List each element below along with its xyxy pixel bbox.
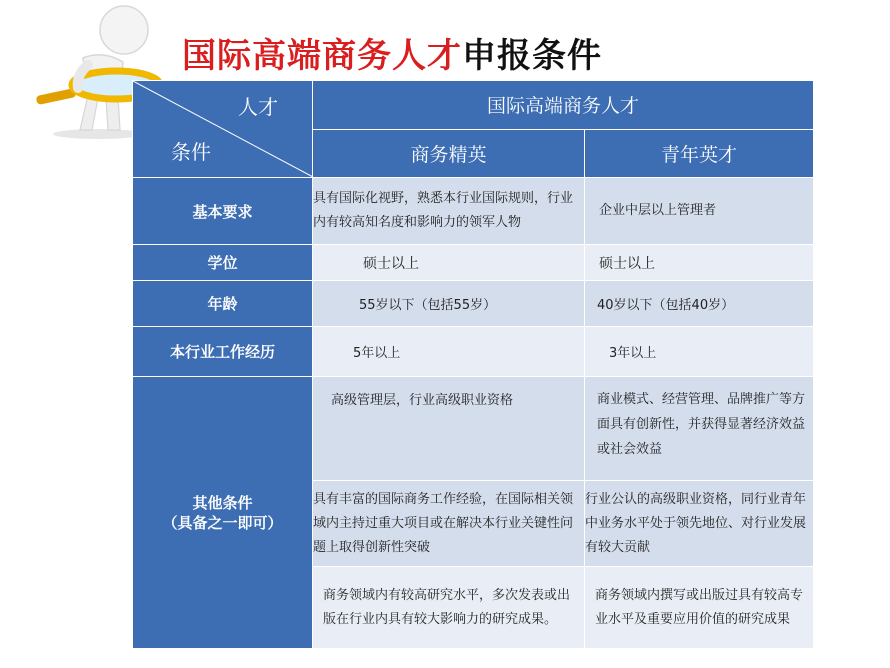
row-label-other-note: （具备之一即可） [162,513,283,532]
title-highlight: 国际高端商务人才 [182,36,462,76]
requirements-table [132,80,814,649]
cell-other-2-elite: 具有丰富的国际商务工作经验，在国际相关领域内主持过重大项目或在解决本行业关键性问题上取得创新性突破 [313,481,585,567]
cell-other-3-elite: 商务领域内有较高研究水平，多次发表或出版在行业内具有较大影响力的研究成果。 [313,567,585,649]
cell-age-young: 40岁以下（包括40岁） [585,281,814,327]
group-header: 国际高端商务人才 [313,81,814,130]
row-label-degree: 学位 [133,245,313,281]
diagonal-line [133,81,313,177]
cell-experience-young: 3年以上 [585,327,814,377]
cell-degree-elite: 硕士以上 [313,245,585,281]
cell-other-1-elite: 高级管理层，行业高级职业资格 [313,377,585,481]
cell-other-1-young: 商业模式、经营管理、品牌推广等方面具有创新性，并获得显著经济效益或社会效益 [585,377,814,481]
row-label-age: 年龄 [133,281,313,327]
row-label-other [133,377,313,649]
column-header-young-talent: 青年英才 [585,129,814,178]
title-suffix: 申报条件 [462,36,602,76]
row-label-other-title: 其他条件 [192,493,253,512]
row-label-experience: 本行业工作经历 [133,327,313,377]
slide-title [182,28,602,77]
cell-basic-young: 企业中层以上管理者 [585,178,814,245]
cell-basic-elite: 具有国际化视野，熟悉本行业国际规则，行业内有较高知名度和影响力的领军人物 [313,178,585,245]
cell-other-2-young: 行业公认的高级职业资格，同行业青年中业务水平处于领先地位、对行业发展有较大贡献 [585,481,814,567]
cell-other-3-young: 商务领域内撰写或出版过具有较高专业水平及重要应用价值的研究成果 [585,567,814,649]
column-header-business-elite: 商务精英 [313,129,585,178]
cell-age-elite: 55岁以下（包括55岁） [313,281,585,327]
corner-label-talent: 人才 [238,95,278,119]
row-label-basic: 基本要求 [133,178,313,245]
cell-experience-elite: 5年以上 [313,327,585,377]
corner-label-condition: 条件 [171,140,211,164]
cell-degree-young: 硕士以上 [585,245,814,281]
corner-header-cell [133,81,313,178]
